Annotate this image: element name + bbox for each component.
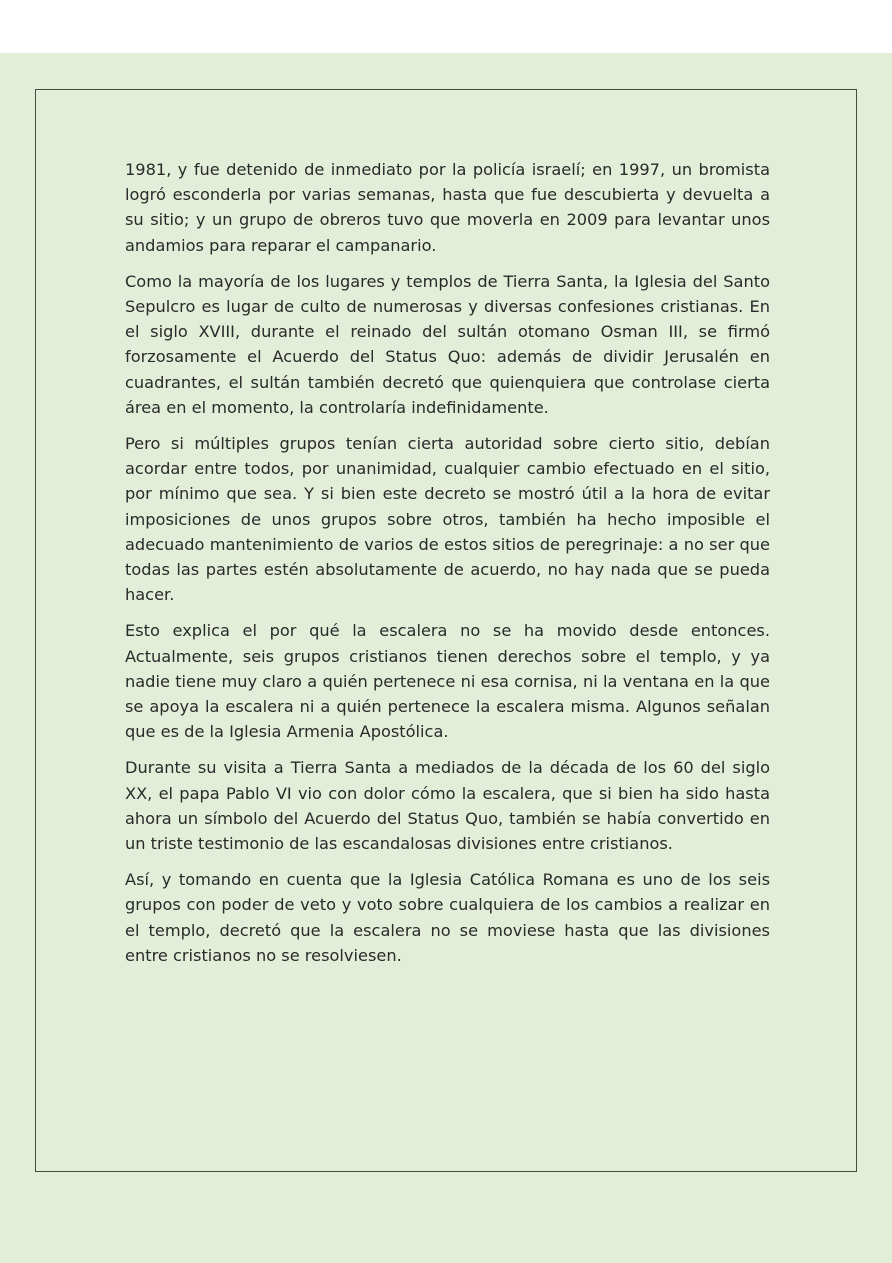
document-body <box>125 157 770 979</box>
paragraph-5: Durante su visita a Tierra Santa a mediados de la década de los 60 del siglo XX, el papa Pablo VI vio con dolor cómo la escalera, que si bien ha sido hasta ahora un símbolo del Acuerdo del Status Quo, también se había convertido en un triste testimonio de las escandalosas divisiones entre cristianos. <box>125 758 770 854</box>
paragraph-1: 1981, y fue detenido de inmediato por la policía israelí; en 1997, un bromista logró esconderla por varias semanas, hasta que fue descubierta y devuelta a su sitio; y un grupo de obreros tuvo que moverla en 2009 para levantar unos andamios para reparar el campanario. <box>125 160 770 255</box>
paragraph-2: Como la mayoría de los lugares y templos de Tierra Santa, la Iglesia del Santo Sepulcro es lugar de culto de numerosas y diversas confesiones cristianas. En el siglo XVIII, durante el reinado del sultán otomano Osman III, se firmó forzosamente el Acuerdo del Status Quo: además de dividir Jerusalén en cuadrantes, el sultán también decretó que quienquiera que controlase cierta área en el momento, la controlaría indefinidamente. <box>125 271 770 417</box>
paragraph-3: Pero si múltiples grupos tenían cierta autoridad sobre cierto sitio, debían acordar entre todos, por unanimidad, cualquier cambio efectuado en el sitio, por mínimo que sea. Y si bien este decreto se mostró útil a la hora de evitar imposiciones de unos grupos sobre otros, también ha hecho imposible el adecuado mantenimiento de varios de estos sitios de peregrinaje: a no ser que todas las partes estén absolutamente de acuerdo, no hay nada que se pueda hacer. <box>125 434 770 605</box>
paragraph-4: Esto explica el por qué la escalera no se ha movido desde entonces. Actualmente, seis grupos cristianos tienen derechos sobre el templo, y ya nadie tiene muy claro a quién pertenece ni esa cornisa, ni la ventana en la que se apoya la escalera ni a quién pertenece la escalera misma. Algunos señalan que es de la Iglesia Armenia Apostólica. <box>125 621 770 742</box>
paragraph-6: Así, y tomando en cuenta que la Iglesia Católica Romana es uno de los seis grupos con poder de veto y voto sobre cualquiera de los cambios a realizar en el templo, decretó que la escalera no se moviese hasta que las divisiones entre cristianos no se resolviesen. <box>125 870 770 965</box>
